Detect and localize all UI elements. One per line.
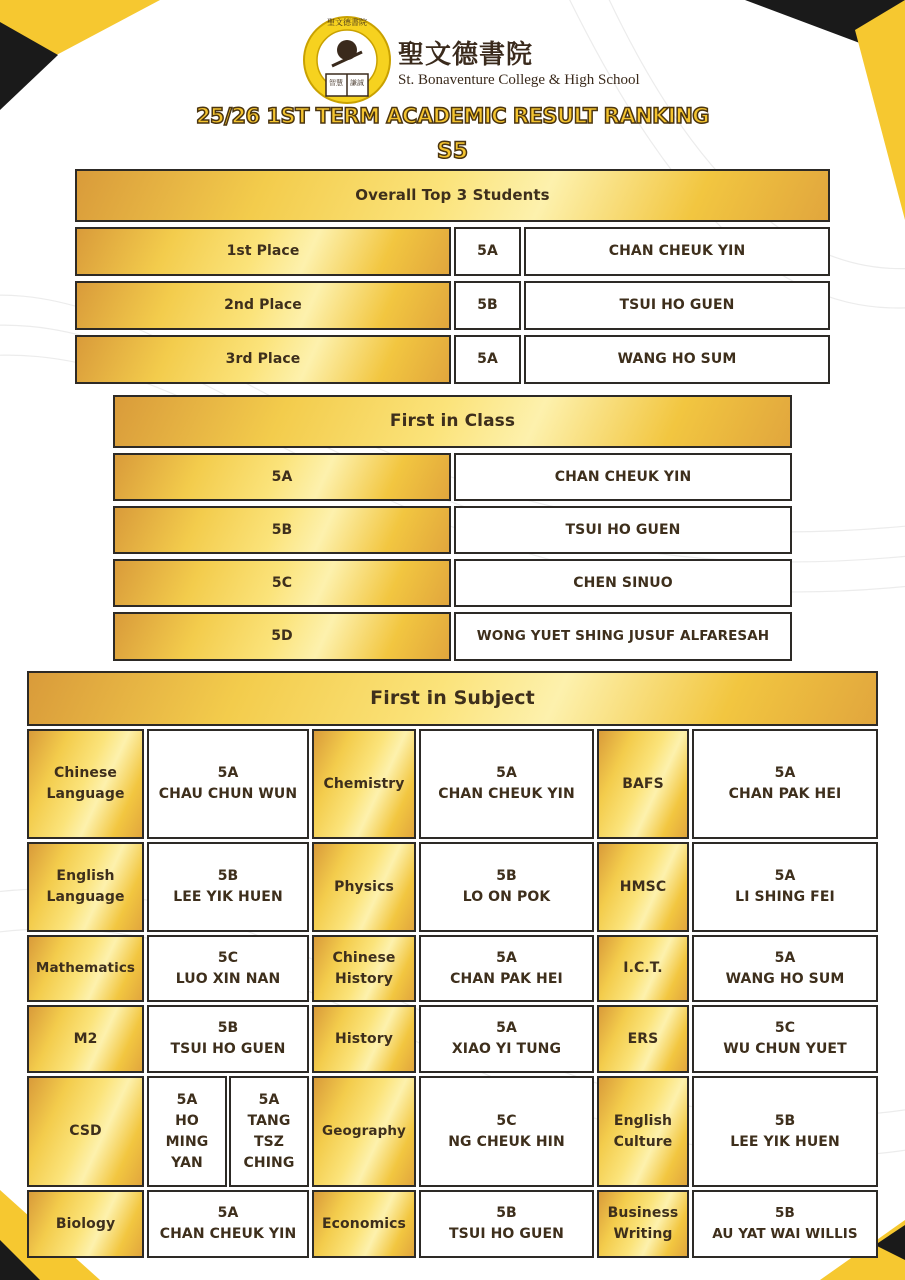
subject-geography: [312, 1076, 416, 1187]
winner-class: 5A: [774, 868, 796, 884]
subject-economics: [312, 1190, 416, 1258]
class-top-name-5d: WONG YUET SHING JUSUF ALFARESAH: [454, 612, 792, 661]
winner-csd-2: [229, 1076, 309, 1187]
overall-place-2: 2nd Place: [75, 281, 451, 330]
subject-label-line: M2: [73, 1030, 98, 1047]
subject-label-line: Culture: [613, 1133, 673, 1150]
page-title: 25/26 1ST TERM ACADEMIC RESULT RANKING: [195, 104, 710, 128]
crest-top-text: 聖文德書院: [327, 18, 367, 27]
class-top-name-5b: TSUI HO GUEN: [454, 506, 792, 554]
class-label-5d: 5D: [113, 612, 451, 661]
winner-chinese-language: [147, 729, 309, 839]
school-crest: [302, 14, 392, 106]
winner-english-language: [147, 842, 309, 932]
winner-ict: [692, 935, 878, 1002]
subject-label-line: BAFS: [622, 775, 664, 792]
winner-name-line: HO: [175, 1112, 199, 1129]
overall-name-3: WANG HO SUM: [524, 335, 830, 384]
winner-english-culture: [692, 1076, 878, 1187]
winner-chinese-history: [419, 935, 594, 1002]
winner-class: 5A: [258, 1091, 280, 1108]
overall-place-3: 3rd Place: [75, 335, 451, 384]
winner-name: CHAN PAK HEI: [450, 970, 563, 987]
overall-heading: Overall Top 3 Students: [75, 169, 830, 222]
crest-book-right-text: 謙誠: [350, 79, 364, 87]
class-label-5c: 5C: [113, 559, 451, 607]
winner-name-line: YAN: [171, 1154, 203, 1171]
subject-label-line: History: [335, 1030, 393, 1047]
subject-english-language: [27, 842, 144, 932]
winner-name: CHAN CHEUK YIN: [438, 786, 575, 802]
winner-name-line: TSZ: [253, 1133, 285, 1150]
subject-label-line: ERS: [627, 1030, 659, 1047]
subject-label-line: History: [335, 970, 393, 987]
winner-name: LEE YIK HUEN: [730, 1133, 840, 1150]
subject-m2: [27, 1005, 144, 1073]
winner-name: CHAN PAK HEI: [728, 786, 842, 802]
winner-class: 5B: [774, 1112, 796, 1129]
winner-class: 5C: [217, 949, 239, 966]
winner-name: WANG HO SUM: [725, 970, 845, 987]
subject-label-line: Business: [607, 1205, 679, 1221]
winner-class: 5C: [496, 1112, 517, 1129]
winner-geography: [419, 1076, 594, 1187]
subject-label-line: CSD: [69, 1123, 102, 1139]
subject-label-line: Language: [46, 889, 125, 905]
winner-class: 5A: [217, 765, 239, 781]
winner-class: 5A: [774, 765, 796, 781]
subject-history: [312, 1005, 416, 1073]
winner-biology: [147, 1190, 309, 1258]
subject-ict: [597, 935, 689, 1002]
winner-hmsc: [692, 842, 878, 932]
winner-name: AU YAT WAI WILLIS: [712, 1226, 858, 1242]
subject-biology: [27, 1190, 144, 1258]
winner-mathematics: [147, 935, 309, 1002]
overall-class-3: 5A: [454, 335, 521, 384]
subject-mathematics: [27, 935, 144, 1002]
winner-name: WU CHUN YUET: [723, 1041, 847, 1057]
subject-chemistry: [312, 729, 416, 839]
winner-name: TSUI HO GUEN: [170, 1041, 286, 1057]
subject-chinese-language: [27, 729, 144, 839]
winner-name: LUO XIN NAN: [175, 970, 281, 987]
subject-label-line: Geography: [322, 1123, 406, 1139]
winner-name-line: TANG: [247, 1112, 291, 1129]
winner-m2: [147, 1005, 309, 1073]
subject-label-line: Chinese: [53, 765, 118, 781]
winner-class: 5B: [496, 1205, 517, 1221]
subject-ers: [597, 1005, 689, 1073]
subject-label-line: English: [613, 1112, 673, 1129]
winner-class: 5B: [775, 1205, 795, 1221]
subject-label-line: Language: [46, 786, 125, 802]
winner-name: CHAU CHUN WUN: [158, 786, 298, 802]
school-name-english: St. Bonaventure College & High School: [398, 72, 640, 88]
winner-physics: [419, 842, 594, 932]
winner-name: LO ON POK: [462, 889, 551, 905]
class-label-5a: 5A: [113, 453, 451, 501]
winner-name: NG CHEUK HIN: [448, 1133, 565, 1150]
winner-class: 5A: [176, 1091, 198, 1108]
subject-label-line: HMSC: [619, 878, 667, 895]
class-top-name-5a: CHAN CHEUK YIN: [454, 453, 792, 501]
subject-label-line: Physics: [334, 878, 394, 895]
form-label: S5: [436, 139, 469, 164]
subject-hmsc: [597, 842, 689, 932]
subject-label-line: Chemistry: [323, 775, 405, 792]
winner-class: 5A: [496, 765, 517, 781]
subject-physics: [312, 842, 416, 932]
overall-place-1: 1st Place: [75, 227, 451, 276]
winner-name: LEE YIK HUEN: [173, 889, 283, 905]
crest-book-left-text: 智慧: [329, 79, 343, 87]
class-label-5b: 5B: [113, 506, 451, 554]
overall-name-1: CHAN CHEUK YIN: [524, 227, 830, 276]
winner-class: 5B: [496, 868, 517, 884]
subject-label-line: I.C.T.: [623, 960, 663, 976]
subject-business-writing: [597, 1190, 689, 1258]
overall-class-1: 5A: [454, 227, 521, 276]
subject-chinese-history: [312, 935, 416, 1002]
subject-label-line: Writing: [613, 1226, 673, 1242]
winner-class: 5C: [774, 1020, 796, 1036]
winner-class: 5A: [217, 1205, 239, 1221]
first-in-subject-heading: First in Subject: [27, 671, 878, 726]
winner-chemistry: [419, 729, 594, 839]
first-in-class-heading: First in Class: [113, 395, 792, 448]
subject-csd: [27, 1076, 144, 1187]
school-name-chinese: 聖文德書院: [398, 40, 534, 70]
winner-name: TSUI HO GUEN: [449, 1226, 564, 1242]
subject-label-line: English: [56, 868, 115, 884]
winner-bafs: [692, 729, 878, 839]
winner-business-writing: [692, 1190, 878, 1258]
subject-label-line: Biology: [55, 1215, 116, 1232]
winner-class: 5A: [496, 1020, 517, 1036]
subject-english-culture: [597, 1076, 689, 1187]
winner-name: CHAN CHEUK YIN: [159, 1226, 297, 1242]
winner-name-line: CHING: [243, 1154, 295, 1171]
winner-economics: [419, 1190, 594, 1258]
winner-class: 5A: [496, 949, 517, 966]
overall-class-2: 5B: [454, 281, 521, 330]
winner-name-line: MING: [165, 1133, 209, 1150]
subject-label-line: Mathematics: [35, 960, 136, 976]
class-top-name-5c: CHEN SINUO: [454, 559, 792, 607]
winner-class: 5A: [774, 949, 796, 966]
winner-class: 5B: [217, 1020, 239, 1036]
winner-class: 5B: [217, 868, 239, 884]
winner-name: XIAO YI TUNG: [451, 1041, 562, 1057]
winner-csd-1: [147, 1076, 227, 1187]
subject-label-line: Chinese: [332, 949, 396, 966]
overall-name-2: TSUI HO GUEN: [524, 281, 830, 330]
winner-ers: [692, 1005, 878, 1073]
subject-label-line: Economics: [322, 1215, 406, 1232]
winner-history: [419, 1005, 594, 1073]
winner-name: LI SHING FEI: [735, 889, 835, 905]
subject-bafs: [597, 729, 689, 839]
